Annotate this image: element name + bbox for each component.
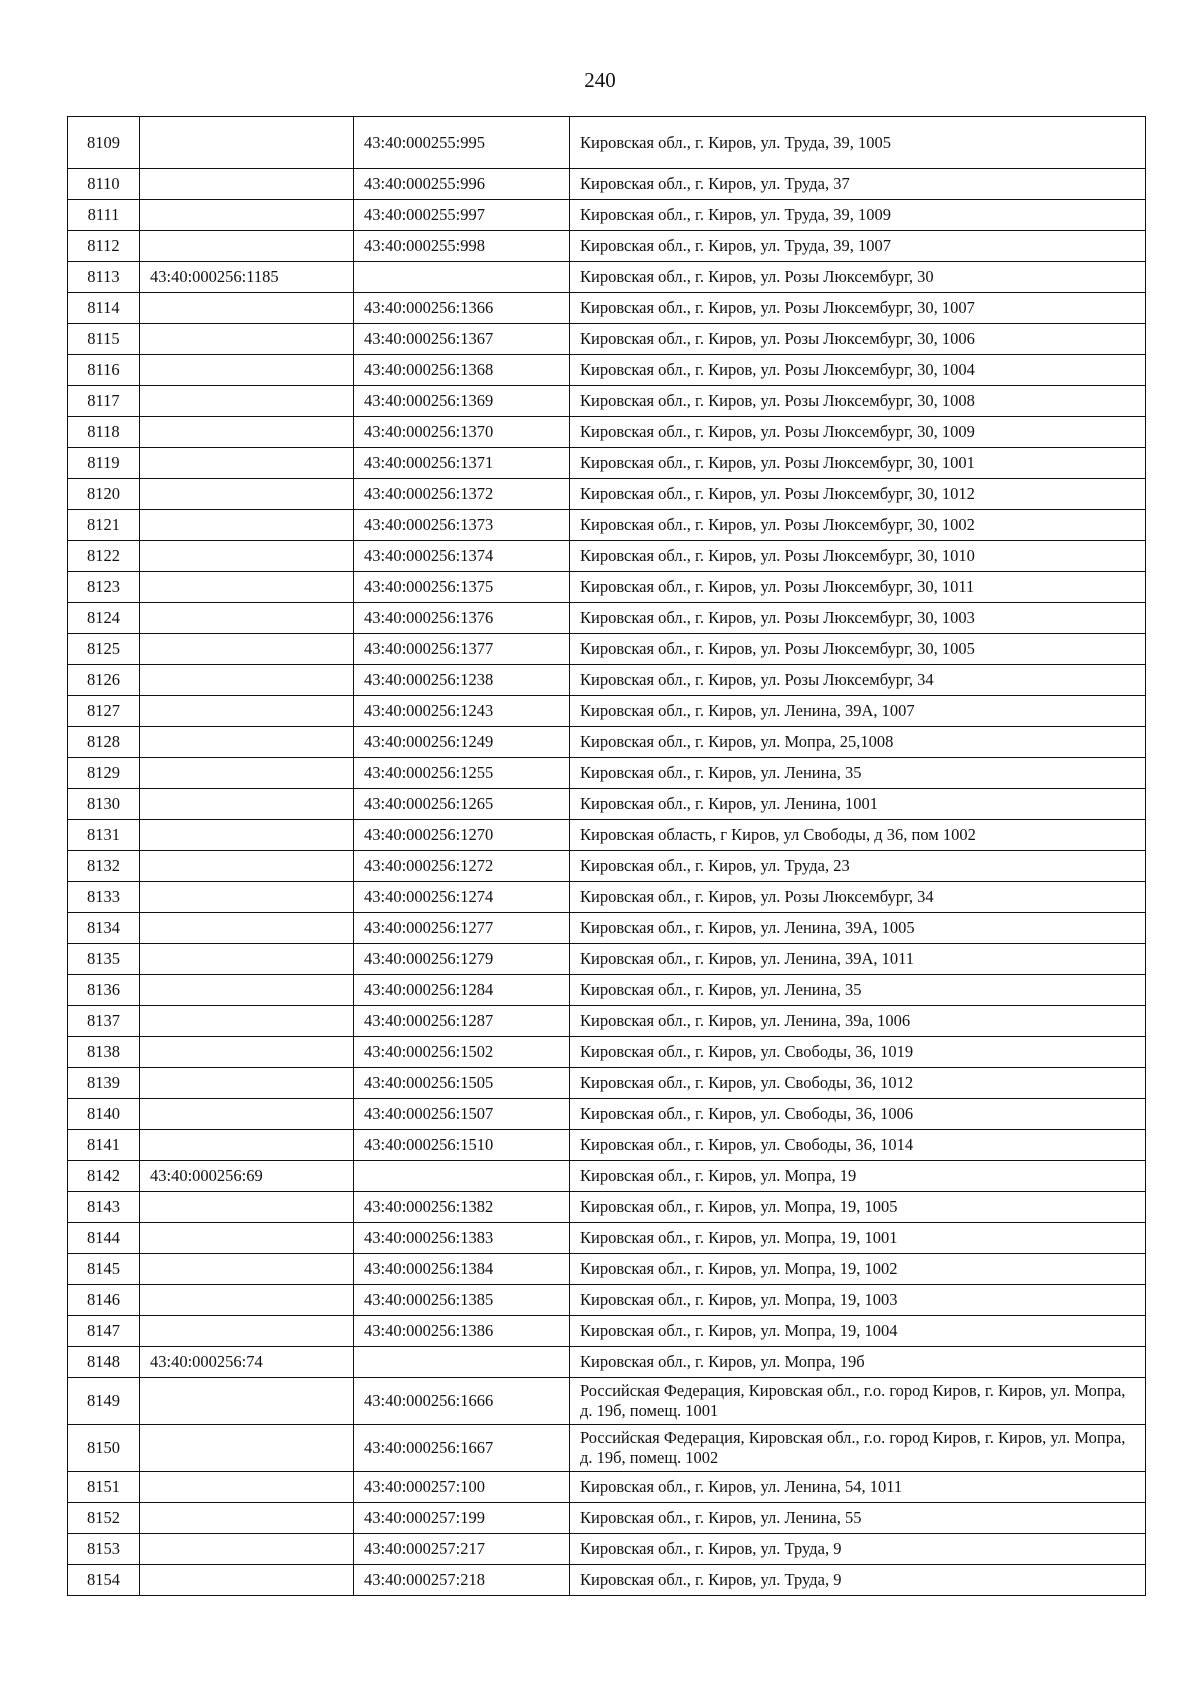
parcel-cadastral-number (140, 696, 354, 727)
table-row (68, 262, 1146, 293)
address-cell: Кировская обл., г. Киров, ул. Ленина, 35 (570, 758, 1146, 789)
parcel-cadastral-number (140, 975, 354, 1006)
address-cell: Кировская обл., г. Киров, ул. Розы Люксембург, 30, 1008 (570, 386, 1146, 417)
row-number: 8112 (68, 231, 140, 262)
address-cell: Кировская обл., г. Киров, ул. Ленина, 1001 (570, 789, 1146, 820)
row-number: 8119 (68, 448, 140, 479)
parcel-cadastral-number (140, 1316, 354, 1347)
row-number: 8125 (68, 634, 140, 665)
address-cell: Кировская обл., г. Киров, ул. Ленина, 39а, 1006 (570, 1006, 1146, 1037)
parcel-cadastral-number (140, 820, 354, 851)
parcel-cadastral-number (140, 386, 354, 417)
table-row (68, 1347, 1146, 1378)
row-number: 8118 (68, 417, 140, 448)
table-row (68, 417, 1146, 448)
object-cadastral-number: 43:40:000256:1279 (354, 944, 570, 975)
address-cell: Кировская обл., г. Киров, ул. Розы Люксембург, 30, 1002 (570, 510, 1146, 541)
row-number: 8129 (68, 758, 140, 789)
object-cadastral-number: 43:40:000256:1385 (354, 1285, 570, 1316)
object-cadastral-number: 43:40:000256:1384 (354, 1254, 570, 1285)
table-row (68, 293, 1146, 324)
address-cell: Кировская обл., г. Киров, ул. Мопра, 19, 1003 (570, 1285, 1146, 1316)
table-row (68, 913, 1146, 944)
object-cadastral-number: 43:40:000256:1386 (354, 1316, 570, 1347)
parcel-cadastral-number (140, 665, 354, 696)
row-number: 8109 (68, 117, 140, 169)
object-cadastral-number: 43:40:000255:996 (354, 169, 570, 200)
parcel-cadastral-number: 43:40:000256:69 (140, 1161, 354, 1192)
object-cadastral-number: 43:40:000256:1366 (354, 293, 570, 324)
row-number: 8149 (68, 1378, 140, 1425)
address-cell: Кировская обл., г. Киров, ул. Ленина, 55 (570, 1503, 1146, 1534)
table-row (68, 944, 1146, 975)
table-row (68, 541, 1146, 572)
table-row (68, 231, 1146, 262)
address-cell: Кировская обл., г. Киров, ул. Мопра, 19, 1002 (570, 1254, 1146, 1285)
row-number: 8133 (68, 882, 140, 913)
object-cadastral-number (354, 262, 570, 293)
row-number: 8130 (68, 789, 140, 820)
table-row (68, 1037, 1146, 1068)
object-cadastral-number: 43:40:000256:1249 (354, 727, 570, 758)
parcel-cadastral-number (140, 1099, 354, 1130)
object-cadastral-number: 43:40:000257:199 (354, 1503, 570, 1534)
address-cell: Кировская обл., г. Киров, ул. Ленина, 39А, 1007 (570, 696, 1146, 727)
object-cadastral-number: 43:40:000255:995 (354, 117, 570, 169)
table-row (68, 1254, 1146, 1285)
object-cadastral-number: 43:40:000256:1243 (354, 696, 570, 727)
row-number: 8114 (68, 293, 140, 324)
parcel-cadastral-number (140, 231, 354, 262)
address-cell: Кировская обл., г. Киров, ул. Труда, 9 (570, 1565, 1146, 1596)
object-cadastral-number: 43:40:000257:218 (354, 1565, 570, 1596)
row-number: 8115 (68, 324, 140, 355)
parcel-cadastral-number (140, 1130, 354, 1161)
parcel-cadastral-number (140, 603, 354, 634)
parcel-cadastral-number (140, 541, 354, 572)
object-cadastral-number: 43:40:000256:1274 (354, 882, 570, 913)
object-cadastral-number (354, 1161, 570, 1192)
object-cadastral-number: 43:40:000255:998 (354, 231, 570, 262)
object-cadastral-number: 43:40:000256:1510 (354, 1130, 570, 1161)
table-row (68, 1068, 1146, 1099)
row-number: 8150 (68, 1425, 140, 1472)
row-number: 8116 (68, 355, 140, 386)
address-cell: Кировская обл., г. Киров, ул. Труда, 39, 1007 (570, 231, 1146, 262)
parcel-cadastral-number (140, 634, 354, 665)
row-number: 8151 (68, 1472, 140, 1503)
registry-body (68, 117, 1146, 1596)
address-cell: Кировская обл., г. Киров, ул. Розы Люксембург, 30, 1007 (570, 293, 1146, 324)
parcel-cadastral-number (140, 758, 354, 789)
parcel-cadastral-number (140, 1192, 354, 1223)
parcel-cadastral-number (140, 169, 354, 200)
table-row (68, 200, 1146, 231)
address-cell: Кировская обл., г. Киров, ул. Свободы, 36, 1014 (570, 1130, 1146, 1161)
row-number: 8144 (68, 1223, 140, 1254)
parcel-cadastral-number (140, 789, 354, 820)
address-cell: Кировская обл., г. Киров, ул. Свободы, 36, 1012 (570, 1068, 1146, 1099)
parcel-cadastral-number (140, 727, 354, 758)
row-number: 8128 (68, 727, 140, 758)
table-row (68, 851, 1146, 882)
row-number: 8143 (68, 1192, 140, 1223)
row-number: 8141 (68, 1130, 140, 1161)
row-number: 8137 (68, 1006, 140, 1037)
object-cadastral-number: 43:40:000256:1376 (354, 603, 570, 634)
row-number: 8120 (68, 479, 140, 510)
row-number: 8123 (68, 572, 140, 603)
table-row (68, 510, 1146, 541)
row-number: 8136 (68, 975, 140, 1006)
object-cadastral-number: 43:40:000256:1287 (354, 1006, 570, 1037)
row-number: 8139 (68, 1068, 140, 1099)
table-row (68, 789, 1146, 820)
row-number: 8135 (68, 944, 140, 975)
table-row (68, 603, 1146, 634)
object-cadastral-number: 43:40:000257:100 (354, 1472, 570, 1503)
row-number: 8110 (68, 169, 140, 200)
parcel-cadastral-number: 43:40:000256:74 (140, 1347, 354, 1378)
row-number: 8153 (68, 1534, 140, 1565)
parcel-cadastral-number (140, 510, 354, 541)
object-cadastral-number: 43:40:000256:1265 (354, 789, 570, 820)
object-cadastral-number: 43:40:000256:1369 (354, 386, 570, 417)
object-cadastral-number (354, 1347, 570, 1378)
table-row (68, 882, 1146, 913)
address-cell: Кировская обл., г. Киров, ул. Мопра, 19 (570, 1161, 1146, 1192)
address-cell: Кировская обл., г. Киров, ул. Розы Люксембург, 30, 1006 (570, 324, 1146, 355)
parcel-cadastral-number (140, 1285, 354, 1316)
parcel-cadastral-number (140, 882, 354, 913)
table-row (68, 479, 1146, 510)
row-number: 8126 (68, 665, 140, 696)
row-number: 8142 (68, 1161, 140, 1192)
row-number: 8111 (68, 200, 140, 231)
address-cell: Кировская обл., г. Киров, ул. Розы Люксембург, 30, 1011 (570, 572, 1146, 603)
address-cell: Кировская обл., г. Киров, ул. Розы Люксембург, 34 (570, 882, 1146, 913)
object-cadastral-number: 43:40:000256:1270 (354, 820, 570, 851)
table-row (68, 1285, 1146, 1316)
parcel-cadastral-number (140, 1006, 354, 1037)
address-cell: Кировская обл., г. Киров, ул. Мопра, 19, 1005 (570, 1192, 1146, 1223)
object-cadastral-number: 43:40:000257:217 (354, 1534, 570, 1565)
parcel-cadastral-number (140, 1223, 354, 1254)
parcel-cadastral-number (140, 1068, 354, 1099)
address-cell: Кировская обл., г. Киров, ул. Розы Люксембург, 30, 1009 (570, 417, 1146, 448)
table-row (68, 696, 1146, 727)
address-cell: Кировская обл., г. Киров, ул. Ленина, 35 (570, 975, 1146, 1006)
table-row (68, 1534, 1146, 1565)
row-number: 8117 (68, 386, 140, 417)
object-cadastral-number: 43:40:000256:1383 (354, 1223, 570, 1254)
page-number: 240 (584, 68, 616, 92)
parcel-cadastral-number: 43:40:000256:1185 (140, 262, 354, 293)
object-cadastral-number: 43:40:000256:1372 (354, 479, 570, 510)
address-cell: Кировская обл., г. Киров, ул. Розы Люксембург, 30, 1010 (570, 541, 1146, 572)
table-row (68, 1192, 1146, 1223)
object-cadastral-number: 43:40:000256:1667 (354, 1425, 570, 1472)
registry-table (67, 116, 1146, 1596)
address-cell: Российская Федерация, Кировская обл., г.о. город Киров, г. Киров, ул. Мопра, д. 19б, помещ. 1001 (570, 1378, 1146, 1425)
parcel-cadastral-number (140, 1037, 354, 1068)
parcel-cadastral-number (140, 200, 354, 231)
row-number: 8132 (68, 851, 140, 882)
table-row (68, 758, 1146, 789)
object-cadastral-number: 43:40:000256:1367 (354, 324, 570, 355)
address-cell: Кировская обл., г. Киров, ул. Мопра, 19б (570, 1347, 1146, 1378)
row-number: 8124 (68, 603, 140, 634)
address-cell: Кировская обл., г. Киров, ул. Розы Люксембург, 30, 1004 (570, 355, 1146, 386)
row-number: 8145 (68, 1254, 140, 1285)
parcel-cadastral-number (140, 851, 354, 882)
address-cell: Кировская обл., г. Киров, ул. Розы Люксембург, 30, 1012 (570, 479, 1146, 510)
table-row (68, 1472, 1146, 1503)
table-row (68, 1378, 1146, 1425)
address-cell: Кировская обл., г. Киров, ул. Труда, 39, 1005 (570, 117, 1146, 169)
object-cadastral-number: 43:40:000256:1502 (354, 1037, 570, 1068)
parcel-cadastral-number (140, 117, 354, 169)
parcel-cadastral-number (140, 324, 354, 355)
object-cadastral-number: 43:40:000256:1272 (354, 851, 570, 882)
table-row (68, 1161, 1146, 1192)
object-cadastral-number: 43:40:000256:1382 (354, 1192, 570, 1223)
row-number: 8127 (68, 696, 140, 727)
parcel-cadastral-number (140, 1378, 354, 1425)
row-number: 8140 (68, 1099, 140, 1130)
table-row (68, 634, 1146, 665)
address-cell: Кировская обл., г. Киров, ул. Розы Люксембург, 34 (570, 665, 1146, 696)
object-cadastral-number: 43:40:000256:1238 (354, 665, 570, 696)
address-cell: Российская Федерация, Кировская обл., г.о. город Киров, г. Киров, ул. Мопра, д. 19б, помещ. 1002 (570, 1425, 1146, 1472)
table-row (68, 1565, 1146, 1596)
table-row (68, 1006, 1146, 1037)
object-cadastral-number: 43:40:000256:1284 (354, 975, 570, 1006)
table-row (68, 1223, 1146, 1254)
row-number: 8131 (68, 820, 140, 851)
row-number: 8148 (68, 1347, 140, 1378)
object-cadastral-number: 43:40:000256:1277 (354, 913, 570, 944)
object-cadastral-number: 43:40:000256:1371 (354, 448, 570, 479)
address-cell: Кировская обл., г. Киров, ул. Свободы, 36, 1019 (570, 1037, 1146, 1068)
parcel-cadastral-number (140, 479, 354, 510)
parcel-cadastral-number (140, 1425, 354, 1472)
object-cadastral-number: 43:40:000256:1255 (354, 758, 570, 789)
address-cell: Кировская область, г Киров, ул Свободы, д 36, пом 1002 (570, 820, 1146, 851)
address-cell: Кировская обл., г. Киров, ул. Розы Люксембург, 30 (570, 262, 1146, 293)
parcel-cadastral-number (140, 1472, 354, 1503)
parcel-cadastral-number (140, 448, 354, 479)
parcel-cadastral-number (140, 944, 354, 975)
object-cadastral-number: 43:40:000256:1374 (354, 541, 570, 572)
object-cadastral-number: 43:40:000256:1375 (354, 572, 570, 603)
parcel-cadastral-number (140, 1254, 354, 1285)
address-cell: Кировская обл., г. Киров, ул. Труда, 9 (570, 1534, 1146, 1565)
table-row (68, 727, 1146, 758)
address-cell: Кировская обл., г. Киров, ул. Мопра, 19, 1004 (570, 1316, 1146, 1347)
address-cell: Кировская обл., г. Киров, ул. Мопра, 19, 1001 (570, 1223, 1146, 1254)
table-row (68, 355, 1146, 386)
row-number: 8138 (68, 1037, 140, 1068)
parcel-cadastral-number (140, 417, 354, 448)
table-row (68, 1503, 1146, 1534)
table-row (68, 572, 1146, 603)
address-cell: Кировская обл., г. Киров, ул. Розы Люксембург, 30, 1001 (570, 448, 1146, 479)
row-number: 8152 (68, 1503, 140, 1534)
object-cadastral-number: 43:40:000256:1507 (354, 1099, 570, 1130)
address-cell: Кировская обл., г. Киров, ул. Ленина, 54, 1011 (570, 1472, 1146, 1503)
table-row (68, 1316, 1146, 1347)
table-row (68, 448, 1146, 479)
address-cell: Кировская обл., г. Киров, ул. Ленина, 39А, 1011 (570, 944, 1146, 975)
object-cadastral-number: 43:40:000256:1370 (354, 417, 570, 448)
object-cadastral-number: 43:40:000256:1368 (354, 355, 570, 386)
table-row (68, 975, 1146, 1006)
table-row (68, 386, 1146, 417)
table-row (68, 324, 1146, 355)
table-row (68, 665, 1146, 696)
row-number: 8121 (68, 510, 140, 541)
object-cadastral-number: 43:40:000256:1505 (354, 1068, 570, 1099)
table-row (68, 169, 1146, 200)
parcel-cadastral-number (140, 913, 354, 944)
parcel-cadastral-number (140, 1503, 354, 1534)
table-row (68, 117, 1146, 169)
parcel-cadastral-number (140, 572, 354, 603)
address-cell: Кировская обл., г. Киров, ул. Свободы, 36, 1006 (570, 1099, 1146, 1130)
object-cadastral-number: 43:40:000256:1666 (354, 1378, 570, 1425)
address-cell: Кировская обл., г. Киров, ул. Мопра, 25,1008 (570, 727, 1146, 758)
row-number: 8113 (68, 262, 140, 293)
object-cadastral-number: 43:40:000255:997 (354, 200, 570, 231)
address-cell: Кировская обл., г. Киров, ул. Розы Люксембург, 30, 1005 (570, 634, 1146, 665)
row-number: 8134 (68, 913, 140, 944)
address-cell: Кировская обл., г. Киров, ул. Труда, 37 (570, 169, 1146, 200)
address-cell: Кировская обл., г. Киров, ул. Труда, 23 (570, 851, 1146, 882)
address-cell: Кировская обл., г. Киров, ул. Розы Люксембург, 30, 1003 (570, 603, 1146, 634)
row-number: 8146 (68, 1285, 140, 1316)
table-row (68, 1099, 1146, 1130)
row-number: 8154 (68, 1565, 140, 1596)
object-cadastral-number: 43:40:000256:1377 (354, 634, 570, 665)
parcel-cadastral-number (140, 293, 354, 324)
table-row (68, 1130, 1146, 1161)
table-row (68, 820, 1146, 851)
row-number: 8122 (68, 541, 140, 572)
table-row (68, 1425, 1146, 1472)
parcel-cadastral-number (140, 1534, 354, 1565)
object-cadastral-number: 43:40:000256:1373 (354, 510, 570, 541)
row-number: 8147 (68, 1316, 140, 1347)
address-cell: Кировская обл., г. Киров, ул. Ленина, 39А, 1005 (570, 913, 1146, 944)
parcel-cadastral-number (140, 355, 354, 386)
address-cell: Кировская обл., г. Киров, ул. Труда, 39, 1009 (570, 200, 1146, 231)
parcel-cadastral-number (140, 1565, 354, 1596)
